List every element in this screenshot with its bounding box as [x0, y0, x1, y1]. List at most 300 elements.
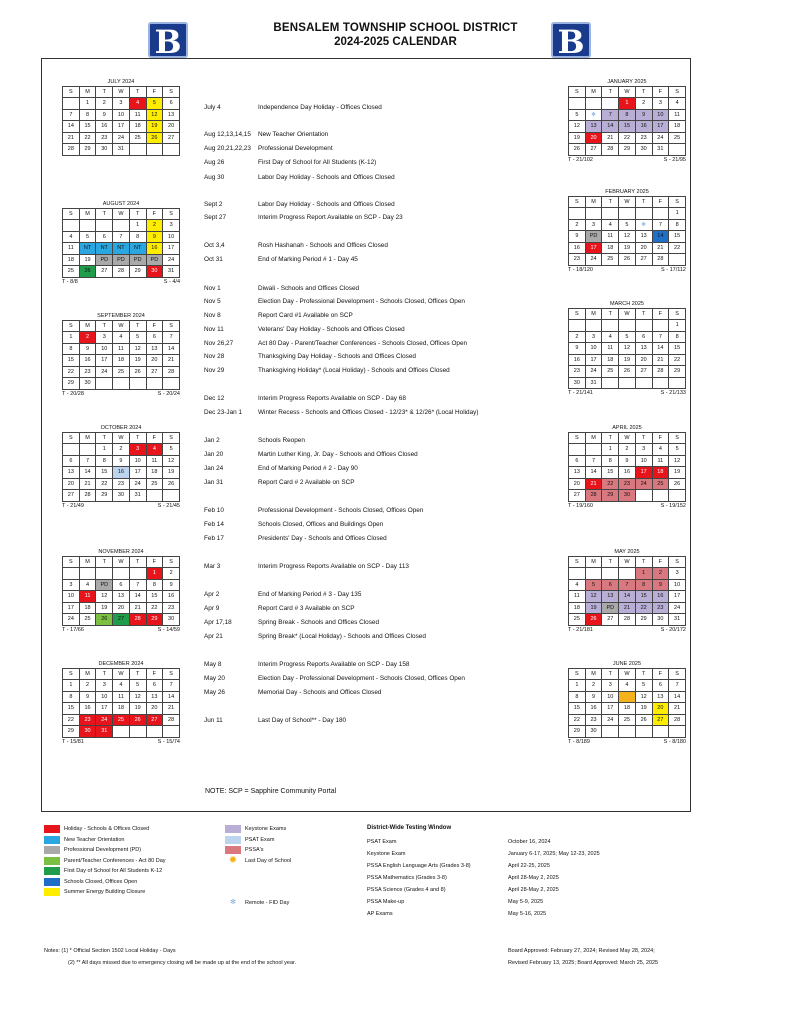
day-cell: 15: [669, 343, 686, 355]
day-cell: 1: [96, 444, 113, 456]
event-description: Diwali - Schools and Offices Closed: [258, 285, 360, 292]
day-cell: 8: [669, 331, 686, 343]
day-cell: 7: [63, 109, 80, 121]
day-cell: 15: [63, 703, 80, 715]
weekday-header: F: [146, 87, 163, 98]
testing-heading: District-Wide Testing Window: [367, 825, 452, 831]
day-cell: 22: [96, 478, 113, 490]
event-date: Apr 9: [204, 605, 220, 612]
day-cell: 17: [113, 121, 130, 133]
teacher-day-count: T - 21/141: [568, 390, 593, 396]
event-description: Professional Development: [258, 145, 333, 152]
day-cell: 3: [63, 579, 80, 591]
day-cell: 9: [79, 691, 96, 703]
day-cell: 5: [585, 579, 602, 591]
day-cell: 30: [585, 726, 602, 738]
weekday-header: T: [96, 669, 113, 680]
day-cell: 6: [635, 331, 652, 343]
event-description: Thanksgiving Day Holiday - Schools and Offices Closed: [258, 353, 416, 360]
day-cell: 11: [146, 455, 163, 467]
weekday-header: S: [669, 433, 686, 444]
day-cell: 2: [569, 219, 586, 231]
day-cell: 12: [129, 343, 146, 355]
event-description: Veterans' Day Holiday - Schools and Offices Closed: [258, 326, 405, 333]
month-name: OCTOBER 2024: [100, 425, 142, 431]
day-cell: 31: [96, 726, 113, 738]
day-cell: 29: [129, 266, 146, 278]
day-cell: 22: [635, 602, 652, 614]
day-cell: 17: [96, 703, 113, 715]
day-cell: 21: [602, 132, 619, 144]
day-cell: 11: [63, 243, 80, 255]
day-cell: 4: [602, 331, 619, 343]
day-cell: 25: [113, 366, 130, 378]
event-description: Interim Progress Reports Available on SCP - Day 113: [258, 563, 409, 570]
day-cell: 3: [585, 331, 602, 343]
event-date: Mar 3: [204, 563, 221, 570]
empty-cell: [569, 444, 586, 456]
weekday-header: F: [146, 321, 163, 332]
empty-cell: [63, 220, 80, 232]
day-cell: 23: [163, 602, 180, 614]
day-cell: 5: [669, 444, 686, 456]
day-cell: 5: [635, 680, 652, 692]
day-cell: 15: [669, 231, 686, 243]
month-calendar: [568, 548, 686, 635]
month-calendar: [62, 312, 180, 399]
calendar-subtitle: 2024-2025 CALENDAR: [334, 36, 457, 48]
weekday-header: T: [129, 321, 146, 332]
weekday-header: T: [602, 309, 619, 320]
event-description: Memorial Day - Schools and Offices Closed: [258, 689, 382, 696]
day-cell: 27: [146, 366, 163, 378]
day-cell: 13: [602, 591, 619, 603]
day-cell: 24: [585, 254, 602, 266]
day-cell: 16: [619, 467, 636, 479]
event-date: Jan 24: [204, 465, 224, 472]
event-date: Feb 17: [204, 535, 224, 542]
day-cell: 11: [113, 691, 130, 703]
day-cell: 6: [146, 332, 163, 344]
empty-cell: [619, 208, 636, 220]
day-cell: 7: [602, 109, 619, 121]
day-cell: 11: [569, 591, 586, 603]
day-cell: 1: [129, 220, 146, 232]
footnote-1: Notes: (1) * Official Section 1502 Local Holiday - Days: [44, 948, 176, 954]
day-cell: 8: [619, 109, 636, 121]
empty-cell: [569, 98, 586, 110]
day-cell: 29: [63, 378, 80, 390]
event-description: Independence Day Holiday - Offices Closed: [258, 104, 382, 111]
event-date: July 4: [204, 104, 221, 111]
day-cell: 24: [602, 714, 619, 726]
day-cell: 1: [63, 332, 80, 344]
weekday-header: M: [585, 197, 602, 208]
weekday-header: W: [619, 669, 636, 680]
student-day-count: S - 8/180: [663, 738, 686, 745]
month-name: APRIL 2025: [612, 425, 642, 431]
day-cell: 14: [79, 467, 96, 479]
day-cell: 25: [619, 714, 636, 726]
day-cell: 17: [129, 467, 146, 479]
day-cell: 21: [669, 703, 686, 715]
day-cell: 20: [146, 355, 163, 367]
day-cell: 1: [669, 320, 686, 332]
day-cell: 19: [129, 703, 146, 715]
day-cell: 27: [63, 490, 80, 502]
event-date: Aug 26: [204, 159, 225, 166]
student-day-count: S - 15/74: [157, 738, 180, 745]
day-cell: 3: [113, 98, 130, 110]
empty-cell: [146, 490, 163, 502]
weekday-header: M: [79, 87, 96, 98]
day-cell: 2: [146, 220, 163, 232]
day-cell: 9: [585, 691, 602, 703]
day-cell: 4: [146, 444, 163, 456]
day-cell: 18: [652, 467, 669, 479]
day-cell: 21: [585, 478, 602, 490]
weekday-header: F: [652, 433, 669, 444]
event-description: Presidents' Day - Schools and Offices Closed: [258, 535, 387, 542]
empty-cell: [96, 568, 113, 580]
event-description: Report Card # 2 Available on SCP: [258, 479, 355, 486]
day-cell: 18: [113, 703, 130, 715]
weekday-header: S: [569, 87, 586, 98]
day-cell: 9: [163, 579, 180, 591]
test-dates: April 28-May 2, 2025: [508, 875, 559, 881]
empty-cell: [652, 490, 669, 502]
day-cell: 2: [163, 568, 180, 580]
weekday-header: S: [569, 557, 586, 568]
day-cell: 24: [652, 132, 669, 144]
event-description: Spring Break* (Local Holiday) - Schools and Offices Closed: [258, 633, 426, 640]
day-cell: 12: [129, 691, 146, 703]
day-cell: 22: [602, 478, 619, 490]
event-description: Spring Break - Schools and Offices Closed: [258, 619, 380, 626]
day-cell: 31: [652, 144, 669, 156]
empty-cell: [652, 208, 669, 220]
weekday-header: W: [113, 557, 130, 568]
day-cell: NT: [129, 243, 146, 255]
day-cell: 13: [585, 121, 602, 133]
month-calendar: [568, 424, 686, 511]
day-cell: 24: [163, 254, 180, 266]
day-cell: 13: [635, 231, 652, 243]
day-cell: 25: [79, 614, 96, 626]
day-cell: 24: [96, 714, 113, 726]
day-cell: 18: [619, 703, 636, 715]
empty-cell: [113, 726, 130, 738]
day-cell: 30: [619, 490, 636, 502]
test-name: PSAT Exam: [367, 839, 397, 845]
event-date: Nov 5: [204, 298, 221, 305]
legend-swatch: [44, 846, 60, 854]
teacher-day-count: T - 15/81: [62, 738, 84, 745]
weekday-header: S: [163, 433, 180, 444]
day-cell: 19: [635, 703, 652, 715]
weekday-header: S: [569, 197, 586, 208]
day-cell: 27: [163, 132, 180, 144]
empty-cell: [585, 98, 602, 110]
day-cell: ✻: [585, 109, 602, 121]
day-cell: PD: [96, 254, 113, 266]
weekday-header: S: [569, 669, 586, 680]
day-cell: 4: [113, 332, 130, 344]
empty-cell: [569, 568, 586, 580]
day-cell: 6: [146, 680, 163, 692]
empty-cell: [79, 220, 96, 232]
teacher-day-count: T - 21/49: [62, 502, 84, 509]
day-cell: 30: [113, 490, 130, 502]
event-date: Oct 31: [204, 256, 223, 263]
weekday-header: F: [652, 557, 669, 568]
day-cell: 28: [79, 490, 96, 502]
day-cell: 1: [635, 568, 652, 580]
legend-label: Schools Closed, Offices Open: [64, 878, 138, 885]
day-cell: 28: [652, 254, 669, 266]
event-date: Nov 11: [204, 326, 224, 333]
day-cell: 13: [569, 467, 586, 479]
day-cell: 24: [129, 478, 146, 490]
day-cell: 25: [569, 614, 586, 626]
event-date: May 26: [204, 689, 225, 696]
day-cell: 4: [79, 579, 96, 591]
day-cell: 18: [669, 121, 686, 133]
event-date: Aug 20,21,22,23: [204, 145, 251, 152]
day-cell: 25: [652, 478, 669, 490]
day-cell: 16: [585, 703, 602, 715]
empty-cell: [652, 726, 669, 738]
event-date: Jan 20: [204, 451, 224, 458]
weekday-header: S: [569, 309, 586, 320]
day-cell: 17: [163, 243, 180, 255]
event-description: Last Day of School** - Day 180: [258, 717, 347, 724]
empty-cell: [146, 378, 163, 390]
day-cell: 17: [602, 703, 619, 715]
empty-cell: [602, 568, 619, 580]
day-cell: 4: [602, 219, 619, 231]
day-cell: 6: [96, 231, 113, 243]
event-date: Nov 26,27: [204, 340, 234, 347]
event-date: Nov 8: [204, 312, 221, 319]
day-cell: 20: [146, 703, 163, 715]
day-cell: 11: [129, 109, 146, 121]
month-calendar: [568, 660, 686, 747]
test-dates: April 28-May 2, 2025: [508, 887, 559, 893]
legend-swatch: ✹: [228, 854, 238, 866]
day-cell: 12: [669, 455, 686, 467]
day-cell: 29: [63, 726, 80, 738]
day-cell: 1: [669, 208, 686, 220]
weekday-header: T: [96, 87, 113, 98]
day-cell: 5: [163, 444, 180, 456]
legend-label: Parent/Teacher Conferences - Act 80 Day: [64, 857, 166, 864]
month-calendar: [62, 660, 180, 747]
day-cell: 14: [602, 121, 619, 133]
event-date: Nov 1: [204, 285, 221, 292]
day-cell: 17: [63, 602, 80, 614]
day-cell: 13: [652, 691, 669, 703]
weekday-header: M: [79, 557, 96, 568]
empty-cell: [146, 726, 163, 738]
day-cell: 1: [569, 680, 586, 692]
weekday-header: F: [652, 197, 669, 208]
month-name: JULY 2024: [107, 79, 135, 85]
event-description: First Day of School for All Students (K-12): [258, 159, 377, 166]
empty-cell: [635, 490, 652, 502]
day-cell: 26: [79, 266, 96, 278]
day-cell: 20: [635, 242, 652, 254]
empty-cell: [79, 444, 96, 456]
event-date: Feb 10: [204, 507, 224, 514]
day-cell: 12: [635, 691, 652, 703]
event-date: Oct 3,4: [204, 242, 225, 249]
day-cell: PD: [602, 602, 619, 614]
legend-swatch: [44, 878, 60, 886]
day-cell: 7: [652, 331, 669, 343]
weekday-header: W: [619, 87, 636, 98]
weekday-header: T: [635, 309, 652, 320]
event-date: Apr 2: [204, 591, 220, 598]
empty-cell: [669, 144, 686, 156]
day-cell: 16: [79, 355, 96, 367]
event-description: Rosh Hashanah - Schools and Offices Closed: [258, 242, 388, 249]
day-cell: 10: [63, 591, 80, 603]
empty-cell: [146, 144, 163, 156]
day-cell: 29: [79, 144, 96, 156]
weekday-header: S: [63, 321, 80, 332]
day-cell: 26: [129, 366, 146, 378]
weekday-header: S: [669, 557, 686, 568]
day-cell: 14: [652, 343, 669, 355]
day-cell: 6: [63, 455, 80, 467]
day-cell: 21: [163, 703, 180, 715]
day-cell: 26: [619, 366, 636, 378]
day-cell: NT: [113, 243, 130, 255]
day-cell: 19: [79, 254, 96, 266]
day-cell: 18: [602, 354, 619, 366]
day-cell: 13: [63, 467, 80, 479]
student-day-count: S - 21/133: [660, 390, 686, 396]
day-cell: 13: [146, 691, 163, 703]
teacher-day-count: T - 17/66: [62, 626, 84, 633]
day-cell: 28: [652, 366, 669, 378]
day-cell: 24: [585, 366, 602, 378]
day-cell: 18: [602, 242, 619, 254]
day-cell: 8: [569, 691, 586, 703]
day-cell: 5: [79, 231, 96, 243]
day-cell: 31: [113, 144, 130, 156]
empty-cell: [669, 490, 686, 502]
footnotes: [44, 948, 296, 966]
day-cell: 24: [669, 602, 686, 614]
day-cell: 2: [619, 444, 636, 456]
page-header: [0, 22, 791, 48]
day-cell: 13: [163, 109, 180, 121]
day-cell: 11: [619, 691, 636, 703]
day-cell: 22: [63, 366, 80, 378]
day-cell: 15: [635, 591, 652, 603]
weekday-header: S: [63, 433, 80, 444]
month-calendar: [568, 78, 686, 165]
weekday-header: T: [129, 209, 146, 220]
weekday-header: T: [96, 557, 113, 568]
day-cell: 5: [619, 219, 636, 231]
day-cell: 2: [652, 568, 669, 580]
event-date: Apr 17,18: [204, 619, 232, 626]
day-cell: 19: [163, 467, 180, 479]
day-cell: 17: [585, 242, 602, 254]
empty-cell: [113, 568, 130, 580]
day-cell: 12: [146, 109, 163, 121]
day-cell: 3: [652, 98, 669, 110]
day-cell: 7: [163, 332, 180, 344]
weekday-header: T: [129, 669, 146, 680]
day-cell: 21: [163, 355, 180, 367]
day-cell: 8: [63, 691, 80, 703]
day-cell: 5: [129, 332, 146, 344]
weekday-header: W: [113, 87, 130, 98]
event-description: Labor Day Holiday - Schools and Offices Closed: [258, 174, 395, 181]
day-cell: 29: [669, 366, 686, 378]
weekday-header: W: [619, 197, 636, 208]
empty-cell: [585, 320, 602, 332]
teacher-day-count: T - 18/120: [568, 266, 593, 273]
weekday-header: F: [146, 557, 163, 568]
day-cell: 9: [635, 109, 652, 121]
empty-cell: [63, 98, 80, 110]
day-cell: NT: [79, 243, 96, 255]
empty-cell: [63, 444, 80, 456]
event-description: Election Day - Professional Development - Schools Closed, Offices Open: [258, 298, 465, 305]
test-dates: January 6-17, 2025; May 12-23, 2025: [508, 851, 600, 857]
weekday-header: S: [669, 197, 686, 208]
legend-swatch: [225, 836, 241, 844]
day-cell: 28: [163, 366, 180, 378]
empty-cell: [585, 208, 602, 220]
legend-swatch: [44, 888, 60, 896]
event-date: May 20: [204, 675, 225, 682]
month-name: SEPTEMBER 2024: [97, 313, 145, 319]
month-name: NOVEMBER 2024: [98, 549, 144, 555]
day-cell: 25: [113, 714, 130, 726]
day-cell: 27: [635, 254, 652, 266]
day-cell: 7: [669, 680, 686, 692]
day-cell: 13: [113, 591, 130, 603]
day-cell: 16: [96, 121, 113, 133]
empty-cell: [585, 568, 602, 580]
empty-cell: [652, 320, 669, 332]
day-cell: 7: [79, 455, 96, 467]
day-cell: 30: [79, 726, 96, 738]
day-cell: 16: [569, 354, 586, 366]
weekday-header: S: [163, 321, 180, 332]
day-cell: 15: [96, 467, 113, 479]
day-cell: 30: [569, 377, 586, 389]
day-cell: 6: [569, 455, 586, 467]
event-description: Labor Day Holiday - Schools and Offices Closed: [258, 201, 395, 208]
day-cell: 25: [63, 266, 80, 278]
day-cell: 16: [79, 703, 96, 715]
empty-cell: [96, 378, 113, 390]
month-calendar: [62, 200, 180, 287]
day-cell: 2: [113, 444, 130, 456]
empty-cell: [619, 726, 636, 738]
day-cell: 15: [602, 467, 619, 479]
weekday-header: M: [585, 669, 602, 680]
day-cell: 30: [146, 266, 163, 278]
teacher-day-count: T - 8/189: [568, 738, 590, 745]
